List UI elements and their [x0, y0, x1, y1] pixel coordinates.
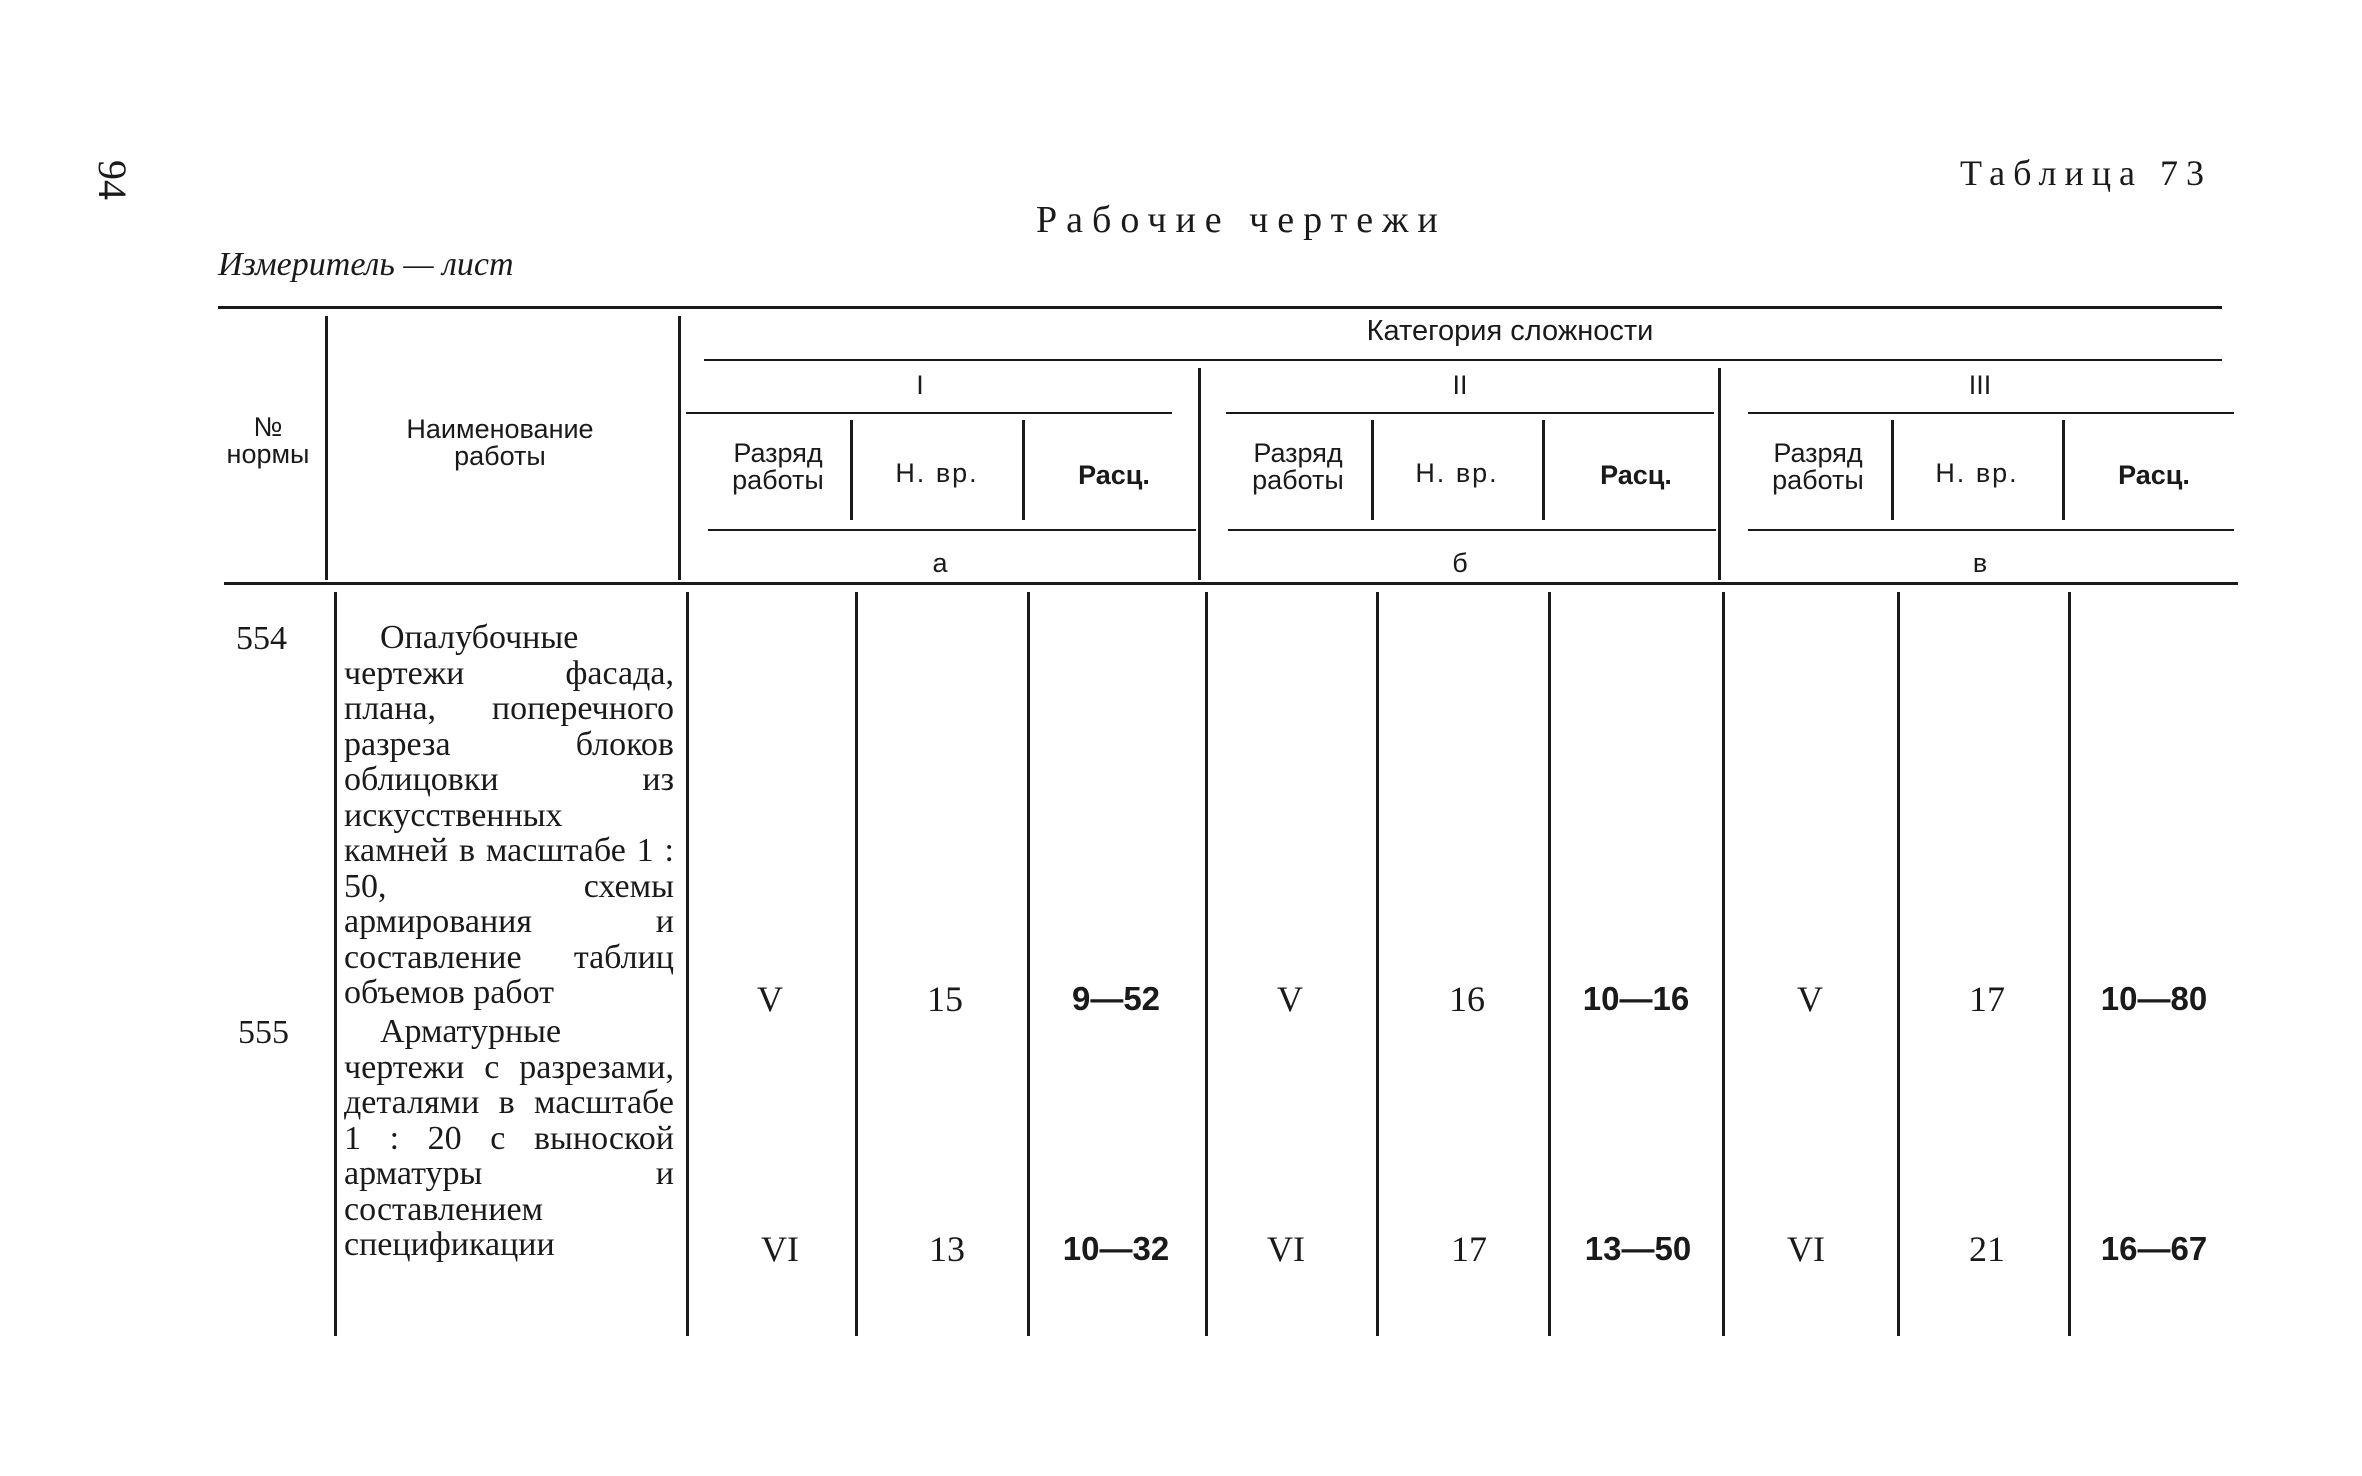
- header-grade-iii: Разряд работы: [1772, 438, 1864, 495]
- header-category-ii: II: [1452, 370, 1468, 400]
- page-number: 94: [90, 160, 135, 200]
- subcols-i-rule: [708, 529, 1196, 531]
- header-vline-iii-a: [1891, 420, 1894, 520]
- row-555-grade-iii: VI: [1787, 1229, 1825, 1269]
- header-bottom-rule: [224, 582, 2238, 585]
- body-vline-ii-a: [1376, 592, 1379, 1336]
- header-letter-b: б: [1452, 548, 1468, 578]
- row-555-grade-ii: VI: [1267, 1229, 1305, 1269]
- header-category-iii: III: [1968, 370, 1992, 400]
- header-rate-iii: Расц.: [2118, 460, 2190, 490]
- category-i-rule: [686, 412, 1172, 414]
- body-vline-ii-iii: [1722, 592, 1725, 1336]
- header-norm-time-ii: Н. вр.: [1415, 458, 1499, 488]
- header-vline-number: [325, 316, 328, 580]
- body-vline-iii-a: [1897, 592, 1900, 1336]
- header-vline-name: [678, 316, 681, 580]
- body-vline-i-ii: [1205, 592, 1208, 1336]
- row-555-norm-time-i: 13: [929, 1229, 965, 1269]
- category-iii-rule: [1748, 412, 2234, 414]
- body-vline-name: [686, 592, 689, 1336]
- row-554-norm-time-ii: 16: [1449, 979, 1485, 1019]
- row-555-rate-ii: 13—50: [1584, 1230, 1692, 1267]
- header-norm-time-iii: Н. вр.: [1935, 458, 2019, 488]
- row-554-rate-iii: 10—80: [2100, 980, 2208, 1017]
- header-vline-i-ii: [1198, 368, 1201, 580]
- row-554-grade-i: V: [757, 979, 783, 1019]
- header-letter-a: а: [932, 548, 948, 578]
- header-vline-ii-iii: [1718, 368, 1721, 580]
- body-vline-number: [334, 592, 337, 1336]
- row-554-norm-time-iii: 17: [1969, 979, 2005, 1019]
- unit-label: Измеритель — лист: [218, 246, 514, 283]
- row-555-rate-iii: 16—67: [2100, 1230, 2208, 1267]
- subcols-ii-rule: [1228, 529, 1716, 531]
- header-name: Наименование работы: [406, 414, 594, 471]
- table-top-rule: [218, 306, 2222, 309]
- row-554-grade-ii: V: [1277, 979, 1303, 1019]
- header-vline-ii-b: [1542, 420, 1545, 520]
- row-554-grade-iii: V: [1797, 979, 1823, 1019]
- header-number: № нормы: [226, 412, 310, 469]
- row-554-name: Опалубочные чертежи фасада, плана, поперечного разреза блоков облицовки из искусственных камней в масштабе 1 : 50, схемы армирования и составление таблиц объемов работ: [344, 619, 674, 1011]
- table-title: Рабочие чертежи: [1036, 199, 1447, 241]
- header-category-i: I: [916, 370, 924, 400]
- header-vline-i-a: [850, 420, 853, 520]
- header-letter-v: в: [1972, 548, 1988, 578]
- row-555-number: 555: [238, 1014, 289, 1051]
- body-vline-i-a: [855, 592, 858, 1336]
- row-554-rate-ii: 10—16: [1582, 980, 1690, 1017]
- body-vline-iii-b: [2068, 592, 2071, 1336]
- header-complexity: Категория сложности: [1366, 315, 1654, 347]
- header-norm-time-i: Н. вр.: [895, 458, 979, 488]
- row-554-norm-time-i: 15: [927, 979, 963, 1019]
- row-554-number: 554: [236, 620, 287, 657]
- category-ii-rule: [1226, 412, 1714, 414]
- row-554-rate-i: 9—52: [1071, 980, 1161, 1017]
- row-555-grade-i: VI: [761, 1229, 799, 1269]
- complexity-rule: [704, 359, 2222, 361]
- header-grade-ii: Разряд работы: [1252, 438, 1344, 495]
- header-vline-iii-b: [2062, 420, 2065, 520]
- table-label: Таблица 73: [1960, 153, 2212, 193]
- header-rate-ii: Расц.: [1600, 460, 1672, 490]
- subcols-iii-rule: [1748, 529, 2234, 531]
- row-555-norm-time-ii: 17: [1451, 1229, 1487, 1269]
- header-grade-i: Разряд работы: [732, 438, 824, 495]
- body-vline-ii-b: [1548, 592, 1551, 1336]
- body-vline-i-b: [1027, 592, 1030, 1336]
- header-vline-ii-a: [1371, 420, 1374, 520]
- row-555-rate-i: 10—32: [1062, 1230, 1170, 1267]
- row-555-norm-time-iii: 21: [1969, 1229, 2005, 1269]
- row-555-name: Арматурные чертежи с разрезами, деталями в масштабе 1 : 20 с выноской арматуры и составлением спецификации: [344, 1013, 674, 1263]
- header-vline-i-b: [1022, 420, 1025, 520]
- header-rate-i: Расц.: [1078, 460, 1150, 490]
